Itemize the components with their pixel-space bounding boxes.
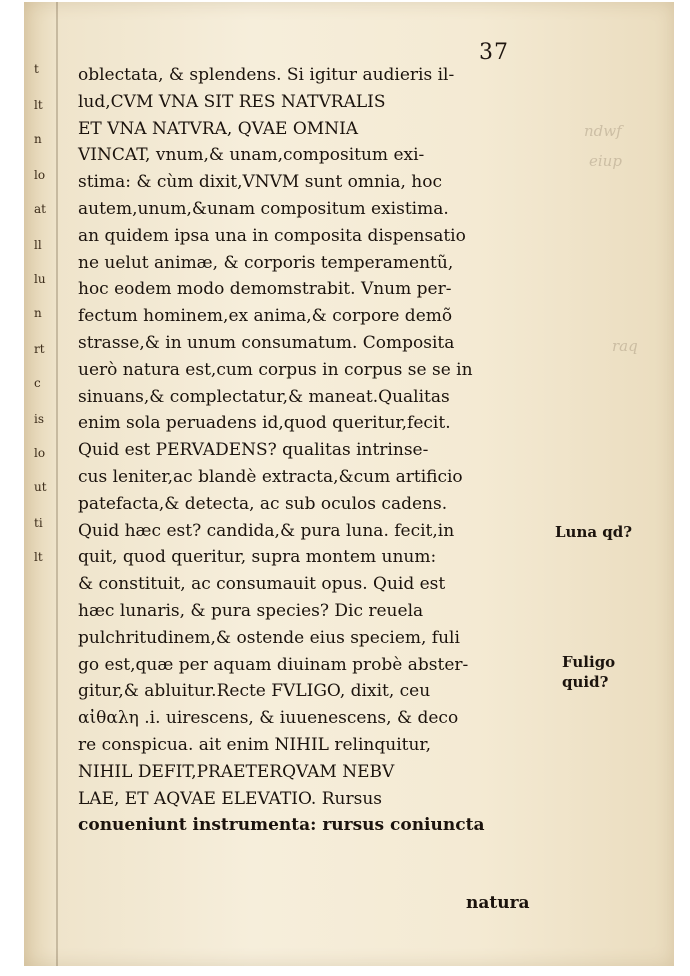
text-line: quit, quod queritur, supra montem unum: [78, 547, 437, 568]
text-line: go est,quæ per aquam diuinam probè abster- [78, 654, 469, 675]
book-page [24, 2, 674, 966]
text-line: pulchritudinem,& ostende eius speciem, fuli [78, 627, 460, 648]
text-line: sinuans,& complectatur,& maneat.Qualitas [78, 386, 450, 407]
text-line: autem,unum,&unam compositum existima. [78, 198, 449, 219]
text-line: lud,CVM VNA SIT RES NATVRALIS [78, 91, 386, 112]
facing-page-edge: t lt n lo at ll lu n rt c is lo ut ti lt [28, 2, 58, 966]
text-line: LAE, ET AQVAE ELEVATIO. Rursus [78, 788, 383, 809]
show-through-text: raq [612, 337, 638, 355]
text-line: Quid est PERVADENS? qualitas intrinse- [78, 440, 429, 461]
marginal-note-luna: Luna qd? [555, 523, 633, 541]
marginal-note-line: quid? [562, 673, 609, 691]
text-line: hoc eodem modo demomstrabit. Vnum per- [78, 279, 452, 300]
main-text [78, 62, 548, 839]
text-line: enim sola peruadens id,quod queritur,fecit. [78, 413, 451, 434]
text-line: oblectata, & splendens. Si igitur audieris il- [78, 65, 455, 85]
text-line: VINCAT, vnum,& unam,compositum exi- [78, 145, 425, 166]
text-line: re conspicua. ait enim NIHIL relinquitur, [78, 734, 432, 755]
text-line: NIHIL DEFIT,PRAETERQVAM NEBV [78, 761, 395, 782]
text-line: cus leniter,ac blandè extracta,&cum artificio [78, 466, 463, 487]
page-number: 37 [479, 40, 509, 65]
text-line: & constituit, ac consumauit opus. Quid est [78, 574, 446, 595]
show-through-text: ndwf [584, 122, 622, 140]
text-line: an quidem ipsa una in composita dispensatio [78, 225, 466, 246]
marginal-note-fuligo [562, 652, 615, 692]
text-line: αἰθαλη .i. uirescens, & iuuenescens, & deco [78, 708, 459, 729]
text-line: ET VNA NATVRA, QVAE OMNIA [78, 118, 359, 139]
text-line: gitur,& abluitur.Recte FVLIGO, dixit, ceu [78, 681, 431, 702]
marginal-note-line: Fuligo [562, 653, 616, 671]
text-line: uerò natura est,cum corpus in corpus se se in [78, 359, 473, 380]
text-line: hæc lunaris, & pura species? Dic reuela [78, 600, 424, 621]
text-line: fectum hominem,ex anima,& corpore demõ [78, 306, 453, 327]
text-line: stima: & cùm dixit,VNVM sunt omnia, hoc [78, 172, 442, 193]
text-line: strasse,& in unum consumatum. Composita [78, 332, 455, 353]
catchword: natura [466, 893, 530, 913]
text-line: patefacta,& detecta, ac sub oculos cadens. [78, 493, 448, 514]
text-line: conueniunt instrumenta: rursus coniuncta [78, 815, 485, 836]
show-through-text: eiup [589, 152, 622, 170]
text-line: Quid hæc est? candida,& pura luna. fecit,in [78, 520, 455, 541]
text-line: ne uelut animæ, & corporis temperamentũ, [78, 252, 454, 273]
